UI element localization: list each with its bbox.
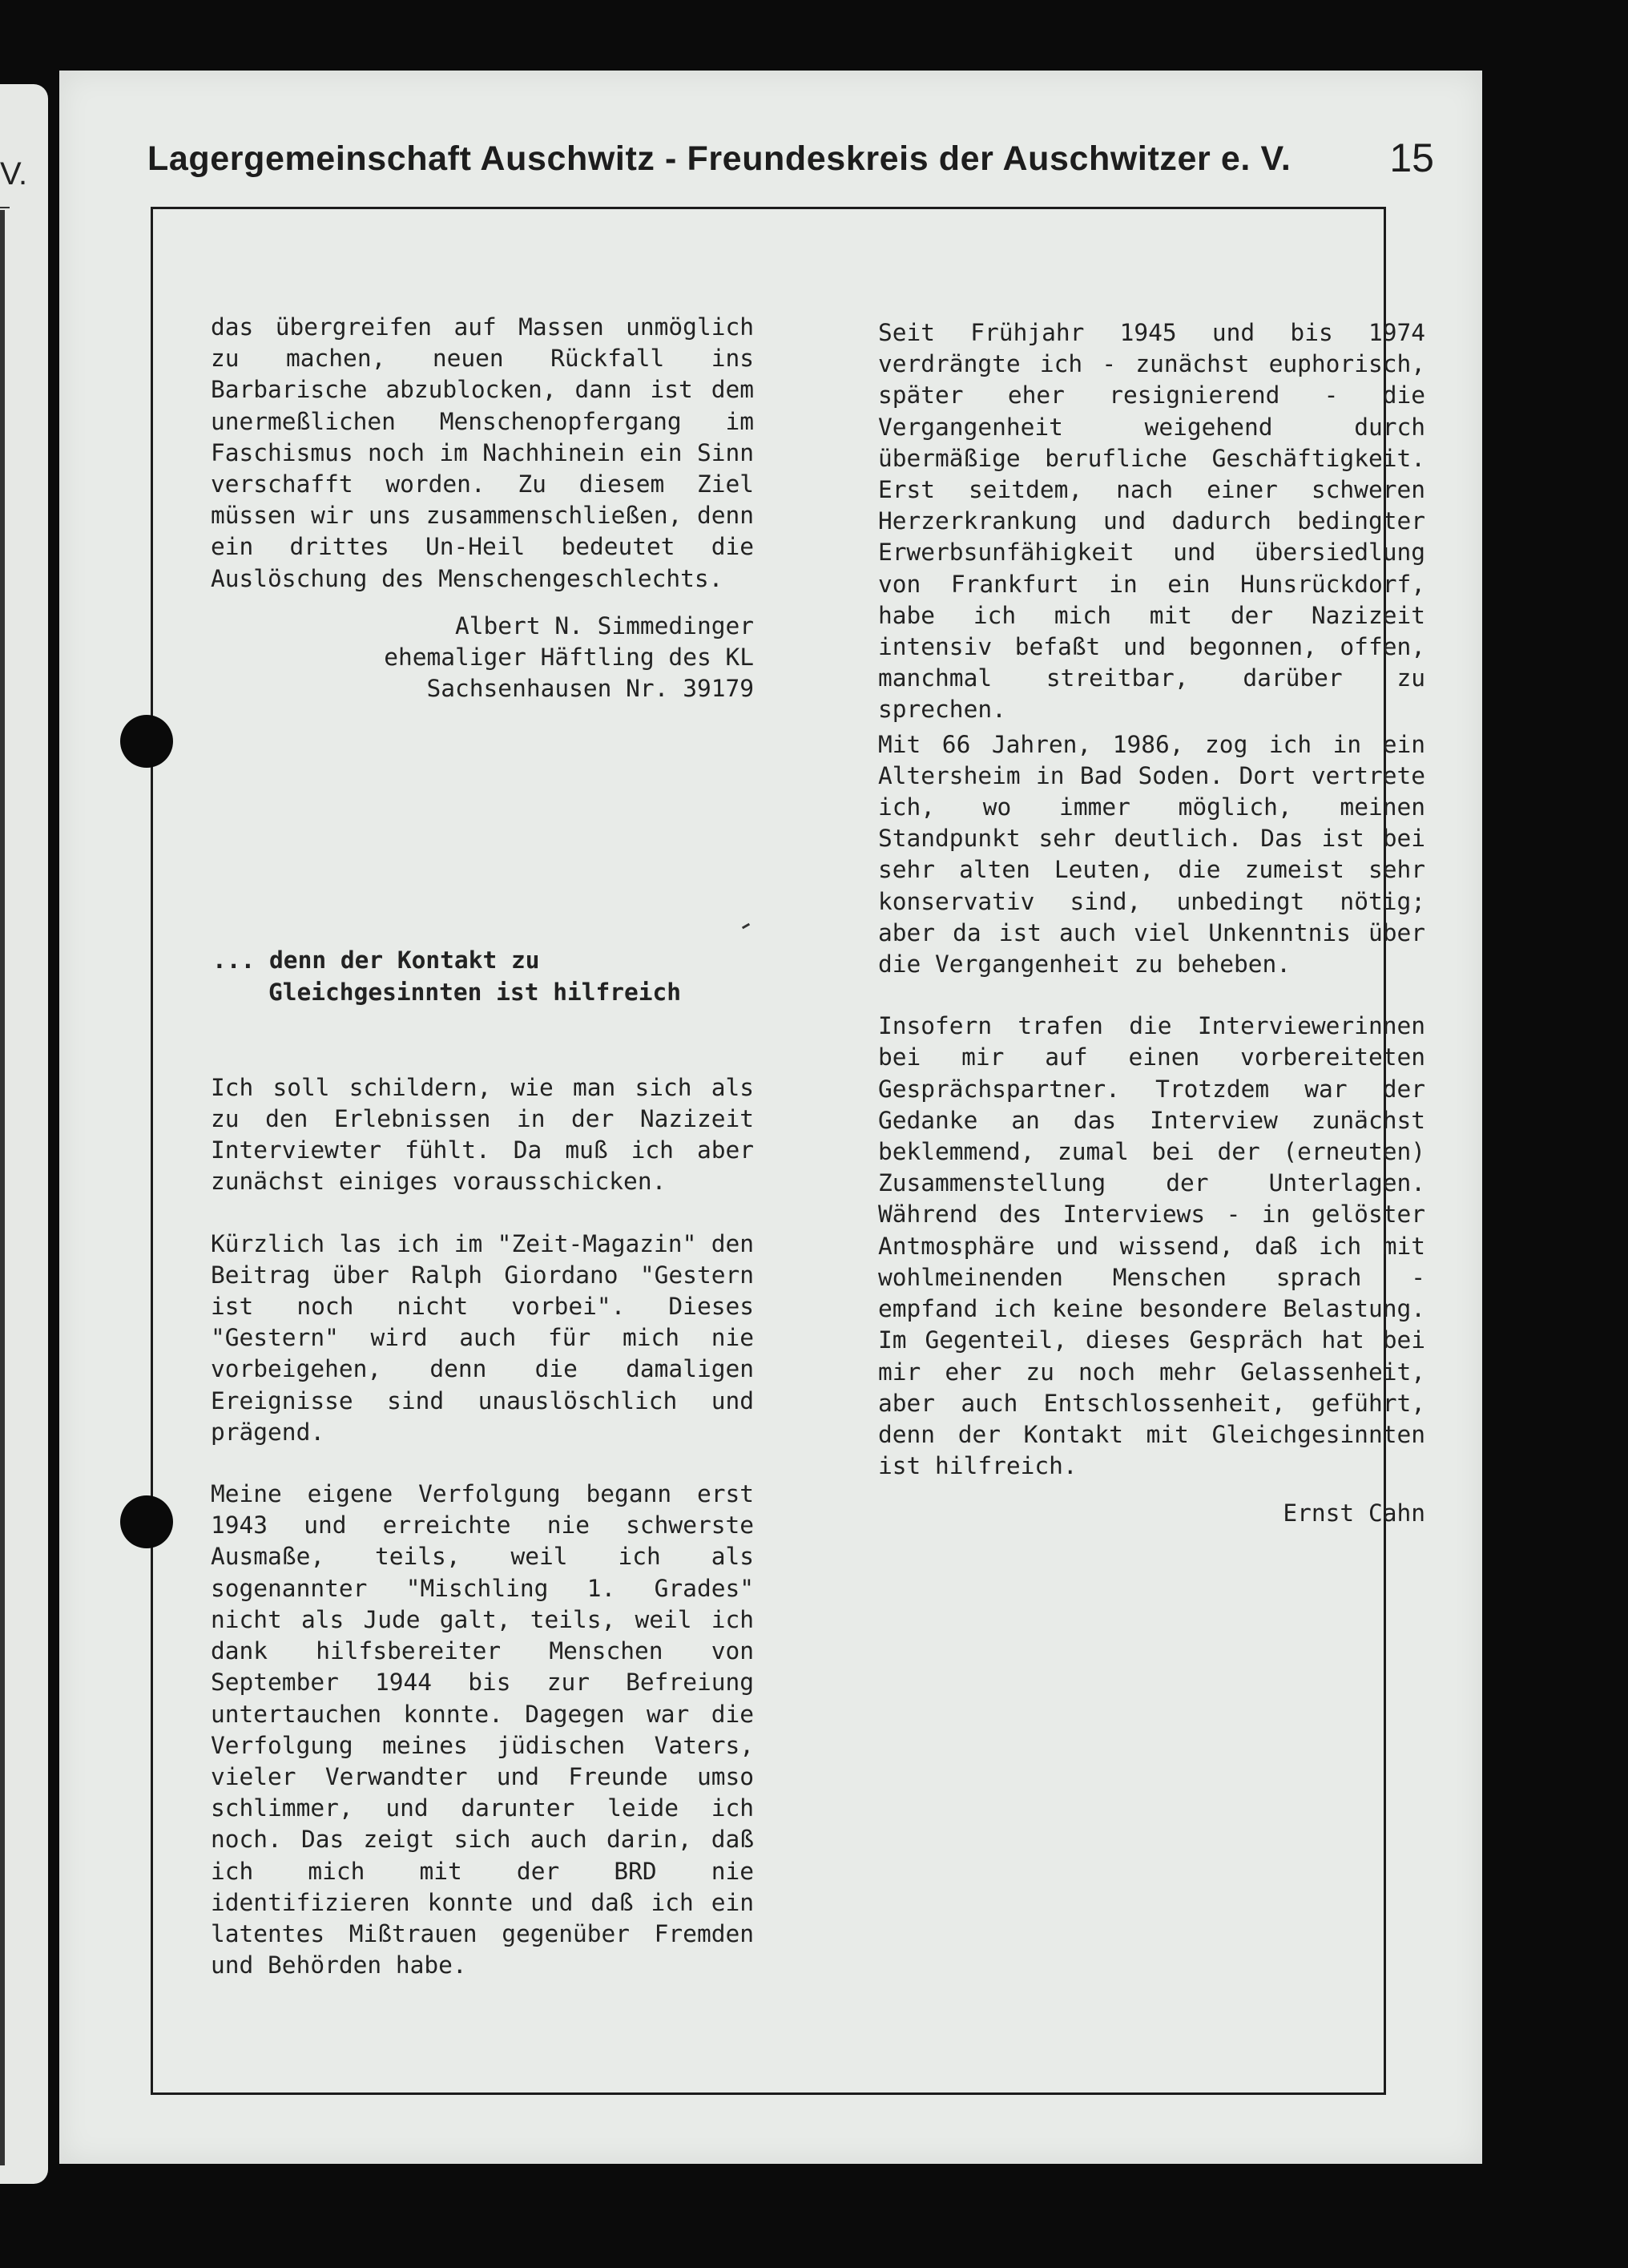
previous-page-edge [0,84,48,2184]
section-heading-line2: Gleichgesinnten ist hilfreich [268,978,682,1006]
previous-page-frame-edge [0,210,5,2165]
left-column [211,312,754,1981]
document-page [59,71,1482,2164]
publication-title: Lagergemeinschaft Auschwitz - Freundeskreis der Auschwitzer e. V. [147,139,1292,178]
signature-role: ehemaliger Häftling des KL [384,644,754,672]
body-paragraph: Meine eigene Verfolgung begann erst 1943 und erreichte nie schwerste Ausmaße, teils, weil ich als sogenannter "Mischling 1. Grades" nicht als Jude galt, teils, weil ich dank hilfsbereiter Menschen von September 1944 bis zur Befreiung untertauchen konnte. Dagegen war die Verfolgung meines jüdischen Vaters, vieler Verwandter und Freunde umso schlimmer, und darunter leide ich noch. Das zeigt sich auch darin, daß ich mich mit der BRD nie identifizieren konnte und daß ich ein latentes Mißtrauen gegenüber Fremden und Behörden habe. [211,1480,754,1979]
previous-page-fragment: V. [0,156,28,192]
binder-hole-lower [120,1495,173,1548]
signature-camp: Sachsenhausen Nr. 39179 [426,675,754,703]
body-paragraph: Seit Frühjahr 1945 und bis 1974 verdrängte ich - zunächst euphorisch, später eher resignierend - die Vergangenheit weigehend durch übermäßige berufliche Geschäftigkeit. Erst seitdem, nach einer schweren Herzerkrankung und dadurch bedingter Erwerbsunfähigkeit und übersiedlung von Frankfurt in ein Hunsrückdorf, habe ich mich mit der Nazizeit intensiv befaßt und begonnen, offen, manchmal streitbar, darüber zu sprechen. [878,319,1425,724]
content-frame [151,207,1425,2095]
section-heading-line1: ... denn der Kontakt zu [212,946,540,975]
binder-hole-upper [120,715,173,768]
intro-paragraph: das übergreifen auf Massen unmöglich zu machen, neuen Rückfall ins Barbarische abzublocken, dann ist dem unermeßlichen Menschenopfergang im Faschismus noch im Nachhinein ein Sinn verschafft worden. Zu diesem Ziel müssen wir uns zusammenschließen, denn ein drittes Un-Heil bedeutet die Auslöschung des Menschengeschlechts. [211,313,754,592]
right-column [878,317,1425,1530]
body-paragraph: Kürzlich las ich im "Zeit-Magazin" den Beitrag über Ralph Giordano "Gestern ist noch nicht vorbei". Dieses "Gestern" wird auch für mich nie vorbeigehen, denn die damaligen Ereignisse sind unauslöschlich und prägend. [211,1229,754,1446]
previous-page-rule [0,207,10,208]
section-heading [211,945,754,1007]
page-number: 15 [1389,135,1434,180]
author-signature: Ernst Cahn [1283,1499,1425,1527]
body-paragraph: Ich soll schildern, wie man sich als zu den Erlebnissen in der Nazizeit Interviewter fühlt. Da muß ich aber zunächst einiges vorausschicken. [211,1073,754,1196]
signature-name: Albert N. Simmedinger [455,611,754,640]
page-header [147,135,1434,196]
body-paragraph: Mit 66 Jahren, 1986, zog ich in ein Altersheim in Bad Soden. Dort vertrete ich, wo immer möglich, meinen Standpunkt sehr deutlich. Das ist bei sehr alten Leuten, die zumeist sehr konservativ sind, unbedingt nötig; aber da ist auch viel Unkenntnis über die Vergangenheit zu beheben. [878,730,1425,979]
body-paragraph: Insofern trafen die Interviewerinnen bei mir auf einen vorbereiteten Gesprächspartner. Trotzdem war der Gedanke an das Interview zunächst beklemmend, zumal bei der (erneuten) Zusammenstellung der Unterlagen. Während des Interviews - in gelöster Antmosphäre und wissend, daß ich mit wohlmeinenden Menschen sprach - empfand ich keine besondere Belastung. Im Gegenteil, dieses Gespräch hat bei mir eher zu noch mehr Gelassenheit, aber auch Entschlossenheit, geführt, denn der Kontakt mit Gleichgesinnten ist hilfreich. [878,1012,1425,1480]
